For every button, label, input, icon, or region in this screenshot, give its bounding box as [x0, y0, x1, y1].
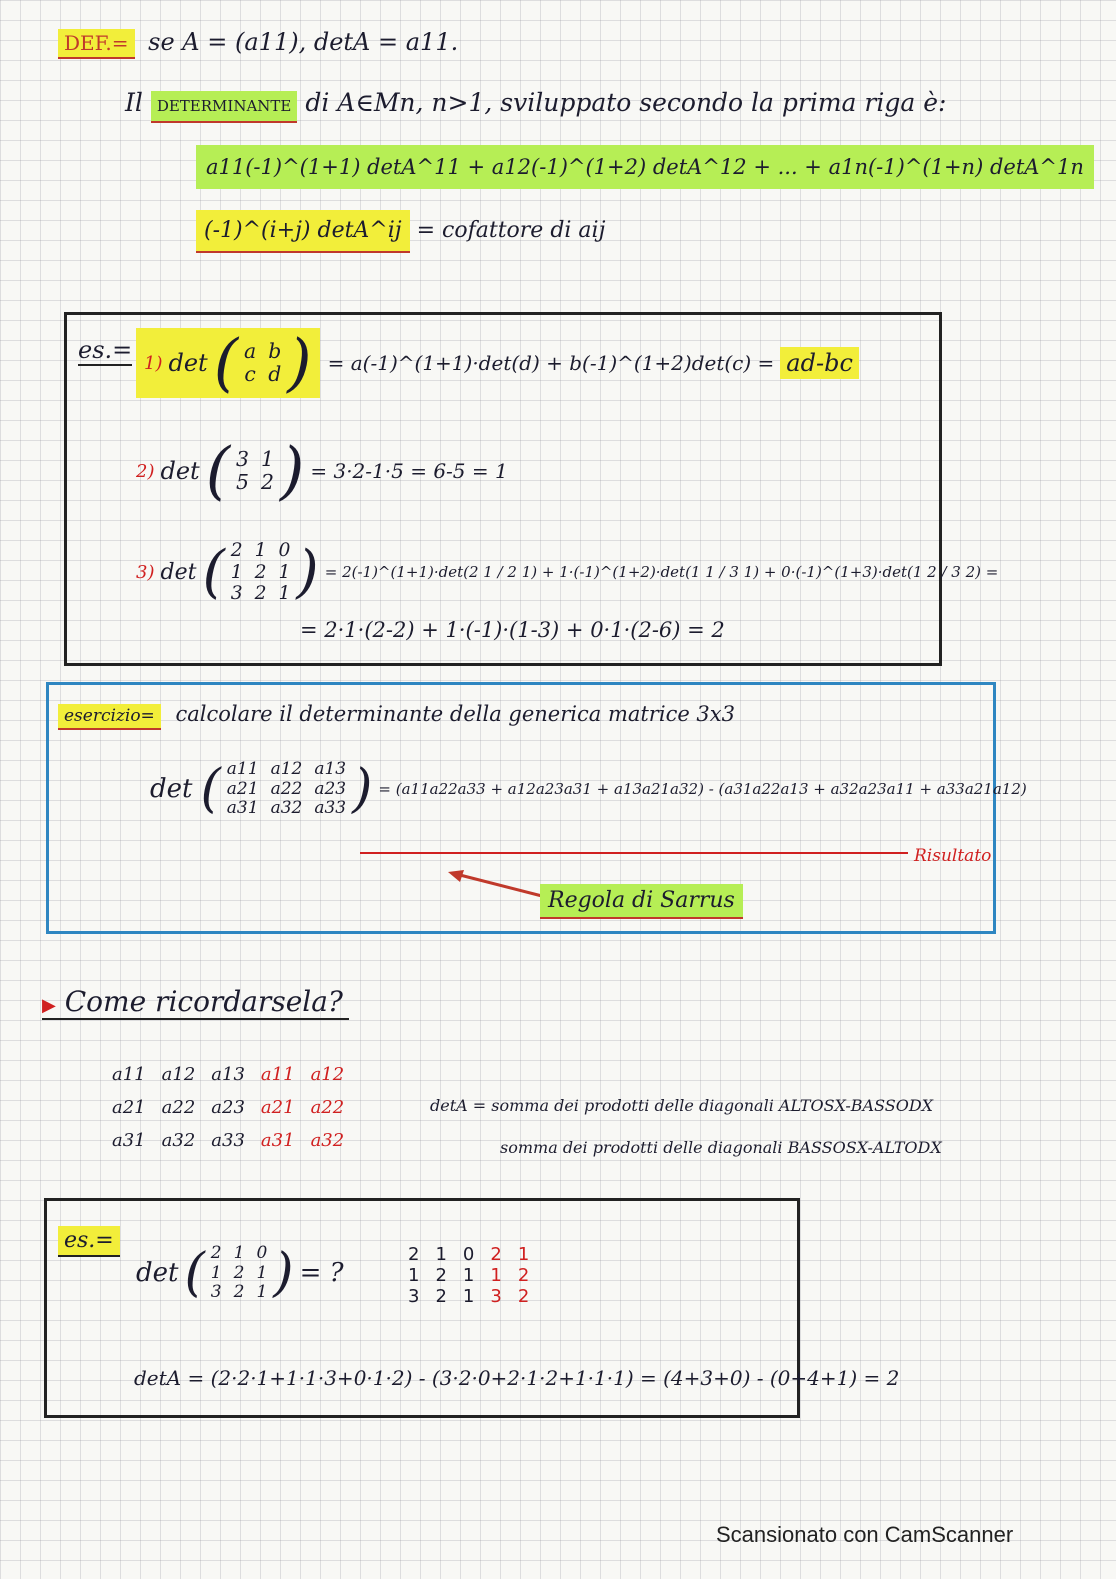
- matrix-cell: a23: [314, 778, 347, 799]
- example-2-rhs: = 3·2-1·5 = 6-5 = 1: [310, 459, 508, 484]
- matrix-cell: a13: [314, 759, 347, 779]
- matrix-cell: a33: [314, 798, 347, 819]
- memo-row: [104, 1091, 352, 1124]
- matrix-cell: 3: [210, 1282, 222, 1303]
- memo-matrix: [104, 1058, 352, 1157]
- matrix-cell: 1: [230, 561, 243, 583]
- sarrus-rule-label: Regola di Sarrus: [540, 884, 743, 919]
- cofactor-expression: (-1)^(i+j) detA^ij: [196, 210, 410, 253]
- memo-line-2: somma dei prodotti delle diagonali BASSOSX-ALTODX: [500, 1138, 942, 1157]
- matrix-cell: 0: [256, 1243, 268, 1263]
- memo-cell: a21: [112, 1097, 146, 1118]
- sarrus-row: [400, 1265, 537, 1286]
- matrix-cell: 1: [261, 446, 275, 471]
- matrix-cell: a32: [270, 798, 303, 819]
- example2-det-expression: [136, 1244, 344, 1303]
- memo-row: [104, 1124, 352, 1157]
- sarrus-cell: 1: [435, 1244, 447, 1265]
- sarrus-arrow-icon: [446, 866, 546, 900]
- sarrus-row: [400, 1244, 537, 1265]
- example-1-highlight: [136, 328, 320, 398]
- example-3-number: 3): [136, 561, 155, 583]
- matrix-cell: 2: [261, 470, 275, 495]
- sarrus-cell: 2: [408, 1244, 420, 1265]
- sarrus-cell-red: 2: [490, 1244, 502, 1265]
- example-3: [136, 540, 998, 605]
- memo-cell-red: a31: [260, 1130, 295, 1151]
- def-label: DEF.=: [58, 29, 135, 59]
- sarrus-cell-red: 2: [517, 1265, 530, 1286]
- matrix-cell: 1: [233, 1243, 245, 1263]
- def-line1: [58, 28, 458, 56]
- matrix-cell: 1: [210, 1262, 222, 1283]
- memo-cell: a31: [112, 1130, 146, 1151]
- sarrus-cell-red: 1: [517, 1244, 530, 1265]
- matrix-cell: a22: [270, 778, 303, 799]
- memo-cell-red: a21: [260, 1097, 295, 1118]
- example-3-matrix: ( 2 1 0 1 2 1 3 2 1 ): [202, 538, 319, 605]
- memo-cell-red: a11: [260, 1064, 295, 1085]
- def-intro: [125, 88, 946, 117]
- example2-final: detA = (2·2·1+1·1·3+0·1·2) - (3·2·0+2·1·2+1·1·1) = (4+3+0) - (0+4+1) = 2: [134, 1366, 900, 1390]
- example-1-rhs: = a(-1)^(1+1)·det(d) + b(-1)^(1+2)det(c) =: [327, 351, 775, 376]
- sarrus-cell: 2: [435, 1286, 447, 1307]
- example2-matrix: ( 2 1 0 1 2 1 3 2 1 ): [184, 1243, 294, 1304]
- sarrus-cell: 1: [408, 1265, 420, 1286]
- result-underline: [360, 852, 908, 854]
- memo-cell: a33: [211, 1130, 245, 1151]
- matrix-cell: 1: [256, 1282, 268, 1303]
- memo-row: [104, 1058, 352, 1091]
- cofactor-line: [196, 218, 605, 243]
- laplace-formula: a11(-1)^(1+1) detA^11 + a12(-1)^(1+2) detA^12 + ... + a1n(-1)^(1+n) detA^1n: [196, 145, 1094, 189]
- example2-det: det: [136, 1258, 179, 1289]
- matrix-cell: 1: [256, 1262, 268, 1283]
- example-3-det: det: [160, 559, 197, 585]
- example-1: [136, 328, 859, 398]
- sarrus-rhs: = (a11a22a33 + a12a23a31 + a13a21a32) - (a31a22a13 + a32a23a11 + a33a21a12): [378, 780, 1027, 799]
- sarrus-cell-red: 1: [490, 1265, 502, 1286]
- memo-title-text: Come ricordarsela?: [64, 985, 343, 1018]
- cofactor-definition: = cofattore di aij: [416, 218, 606, 243]
- sarrus-cell: 1: [462, 1286, 475, 1307]
- sarrus-expanded-matrix: [400, 1244, 537, 1307]
- sarrus-cell: 1: [462, 1265, 475, 1286]
- example-3-line2: = 2·1·(2-2) + 1·(-1)·(1-3) + 0·1·(2-6) = 2: [300, 618, 725, 642]
- example2-label: es.=: [58, 1226, 120, 1257]
- matrix-cell: a12: [270, 759, 303, 779]
- memo-cell: a11: [112, 1064, 146, 1085]
- memo-cell: a13: [211, 1064, 245, 1085]
- def-intro-pre: Il: [125, 88, 143, 117]
- matrix-cell: 1: [278, 561, 291, 583]
- memo-cell-red: a22: [310, 1097, 345, 1118]
- sarrus-cell-red: 3: [490, 1286, 502, 1307]
- example-1-number: 1): [144, 352, 163, 374]
- matrix-cell: 1: [278, 583, 291, 604]
- exercise-header: [58, 702, 735, 726]
- example-1-result: ad-bc: [780, 347, 859, 379]
- def-first-line: se A = (a11), detA = a11.: [148, 28, 459, 56]
- memo-cell: a22: [161, 1097, 196, 1118]
- matrix-cell: 2: [254, 583, 267, 604]
- scanner-footer: Scansionato con CamScanner: [716, 1522, 1014, 1547]
- matrix-cell: 3: [230, 583, 243, 604]
- exercise-det: det: [150, 774, 193, 805]
- example2-question: = ?: [299, 1258, 344, 1289]
- matrix-cell: c: [244, 362, 256, 387]
- matrix-cell: b: [268, 338, 282, 363]
- memo-title: [42, 985, 349, 1020]
- memo-line-1: detA = somma dei prodotti delle diagonali ALTOSX-BASSODX: [430, 1096, 934, 1115]
- matrix-cell: a31: [226, 798, 259, 819]
- generic-matrix: ( a11 a12 a13 a21 a22 a23 a31 a32 a33 ): [200, 759, 373, 820]
- sarrus-cell: 3: [408, 1286, 420, 1307]
- memo-cell: a23: [211, 1097, 245, 1118]
- exercise-label: esercizio=: [58, 704, 161, 730]
- example-2-det: det: [160, 457, 200, 486]
- sarrus-cell-red: 2: [517, 1286, 530, 1307]
- matrix-cell: d: [268, 362, 282, 387]
- memo-cell: a12: [161, 1064, 196, 1085]
- example-2-matrix: ( 3 1 5 2 ): [205, 434, 305, 507]
- example-1-det: det: [168, 349, 208, 378]
- sarrus-row: [400, 1286, 537, 1307]
- matrix-cell: 2: [210, 1243, 222, 1263]
- matrix-cell: 2: [230, 540, 243, 561]
- result-label: Risultato: [914, 846, 992, 866]
- matrix-cell: 2: [233, 1262, 245, 1283]
- matrix-cell: a11: [226, 759, 259, 779]
- matrix-cell: 2: [254, 561, 267, 583]
- def-intro-post: di A∈Mn, n>1, sviluppato secondo la prima riga è:: [305, 88, 947, 117]
- matrix-cell: 0: [278, 540, 291, 561]
- sarrus-formula: [150, 760, 1027, 819]
- memo-cell-red: a32: [310, 1130, 345, 1151]
- determinante-keyword: DETERMINANTE: [151, 91, 298, 123]
- example-1-matrix: ( a b c d ): [213, 326, 312, 399]
- example-2: [136, 434, 508, 507]
- matrix-cell: a21: [226, 778, 259, 799]
- matrix-cell: 2: [233, 1282, 245, 1303]
- matrix-cell: a: [244, 338, 257, 363]
- matrix-cell: 3: [236, 446, 250, 471]
- examples-label: es.=: [78, 336, 133, 364]
- exercise-text: calcolare il determinante della generica matrice 3x3: [175, 702, 735, 726]
- example-3-rhs: = 2(-1)^(1+1)·det(2 1 / 2 1) + 1·(-1)^(1+2)·det(1 1 / 3 1) + 0·(-1)^(1+3)·det(1 2 / 3 2) =: [324, 563, 999, 582]
- example-2-number: 2): [136, 460, 155, 482]
- sarrus-cell: 0: [462, 1244, 475, 1265]
- memo-cell-red: a12: [310, 1064, 345, 1085]
- matrix-cell: 5: [236, 470, 250, 495]
- bullet-icon: ▶: [42, 995, 56, 1016]
- sarrus-cell: 2: [435, 1265, 447, 1286]
- matrix-cell: 1: [254, 540, 267, 561]
- memo-cell: a32: [161, 1130, 196, 1151]
